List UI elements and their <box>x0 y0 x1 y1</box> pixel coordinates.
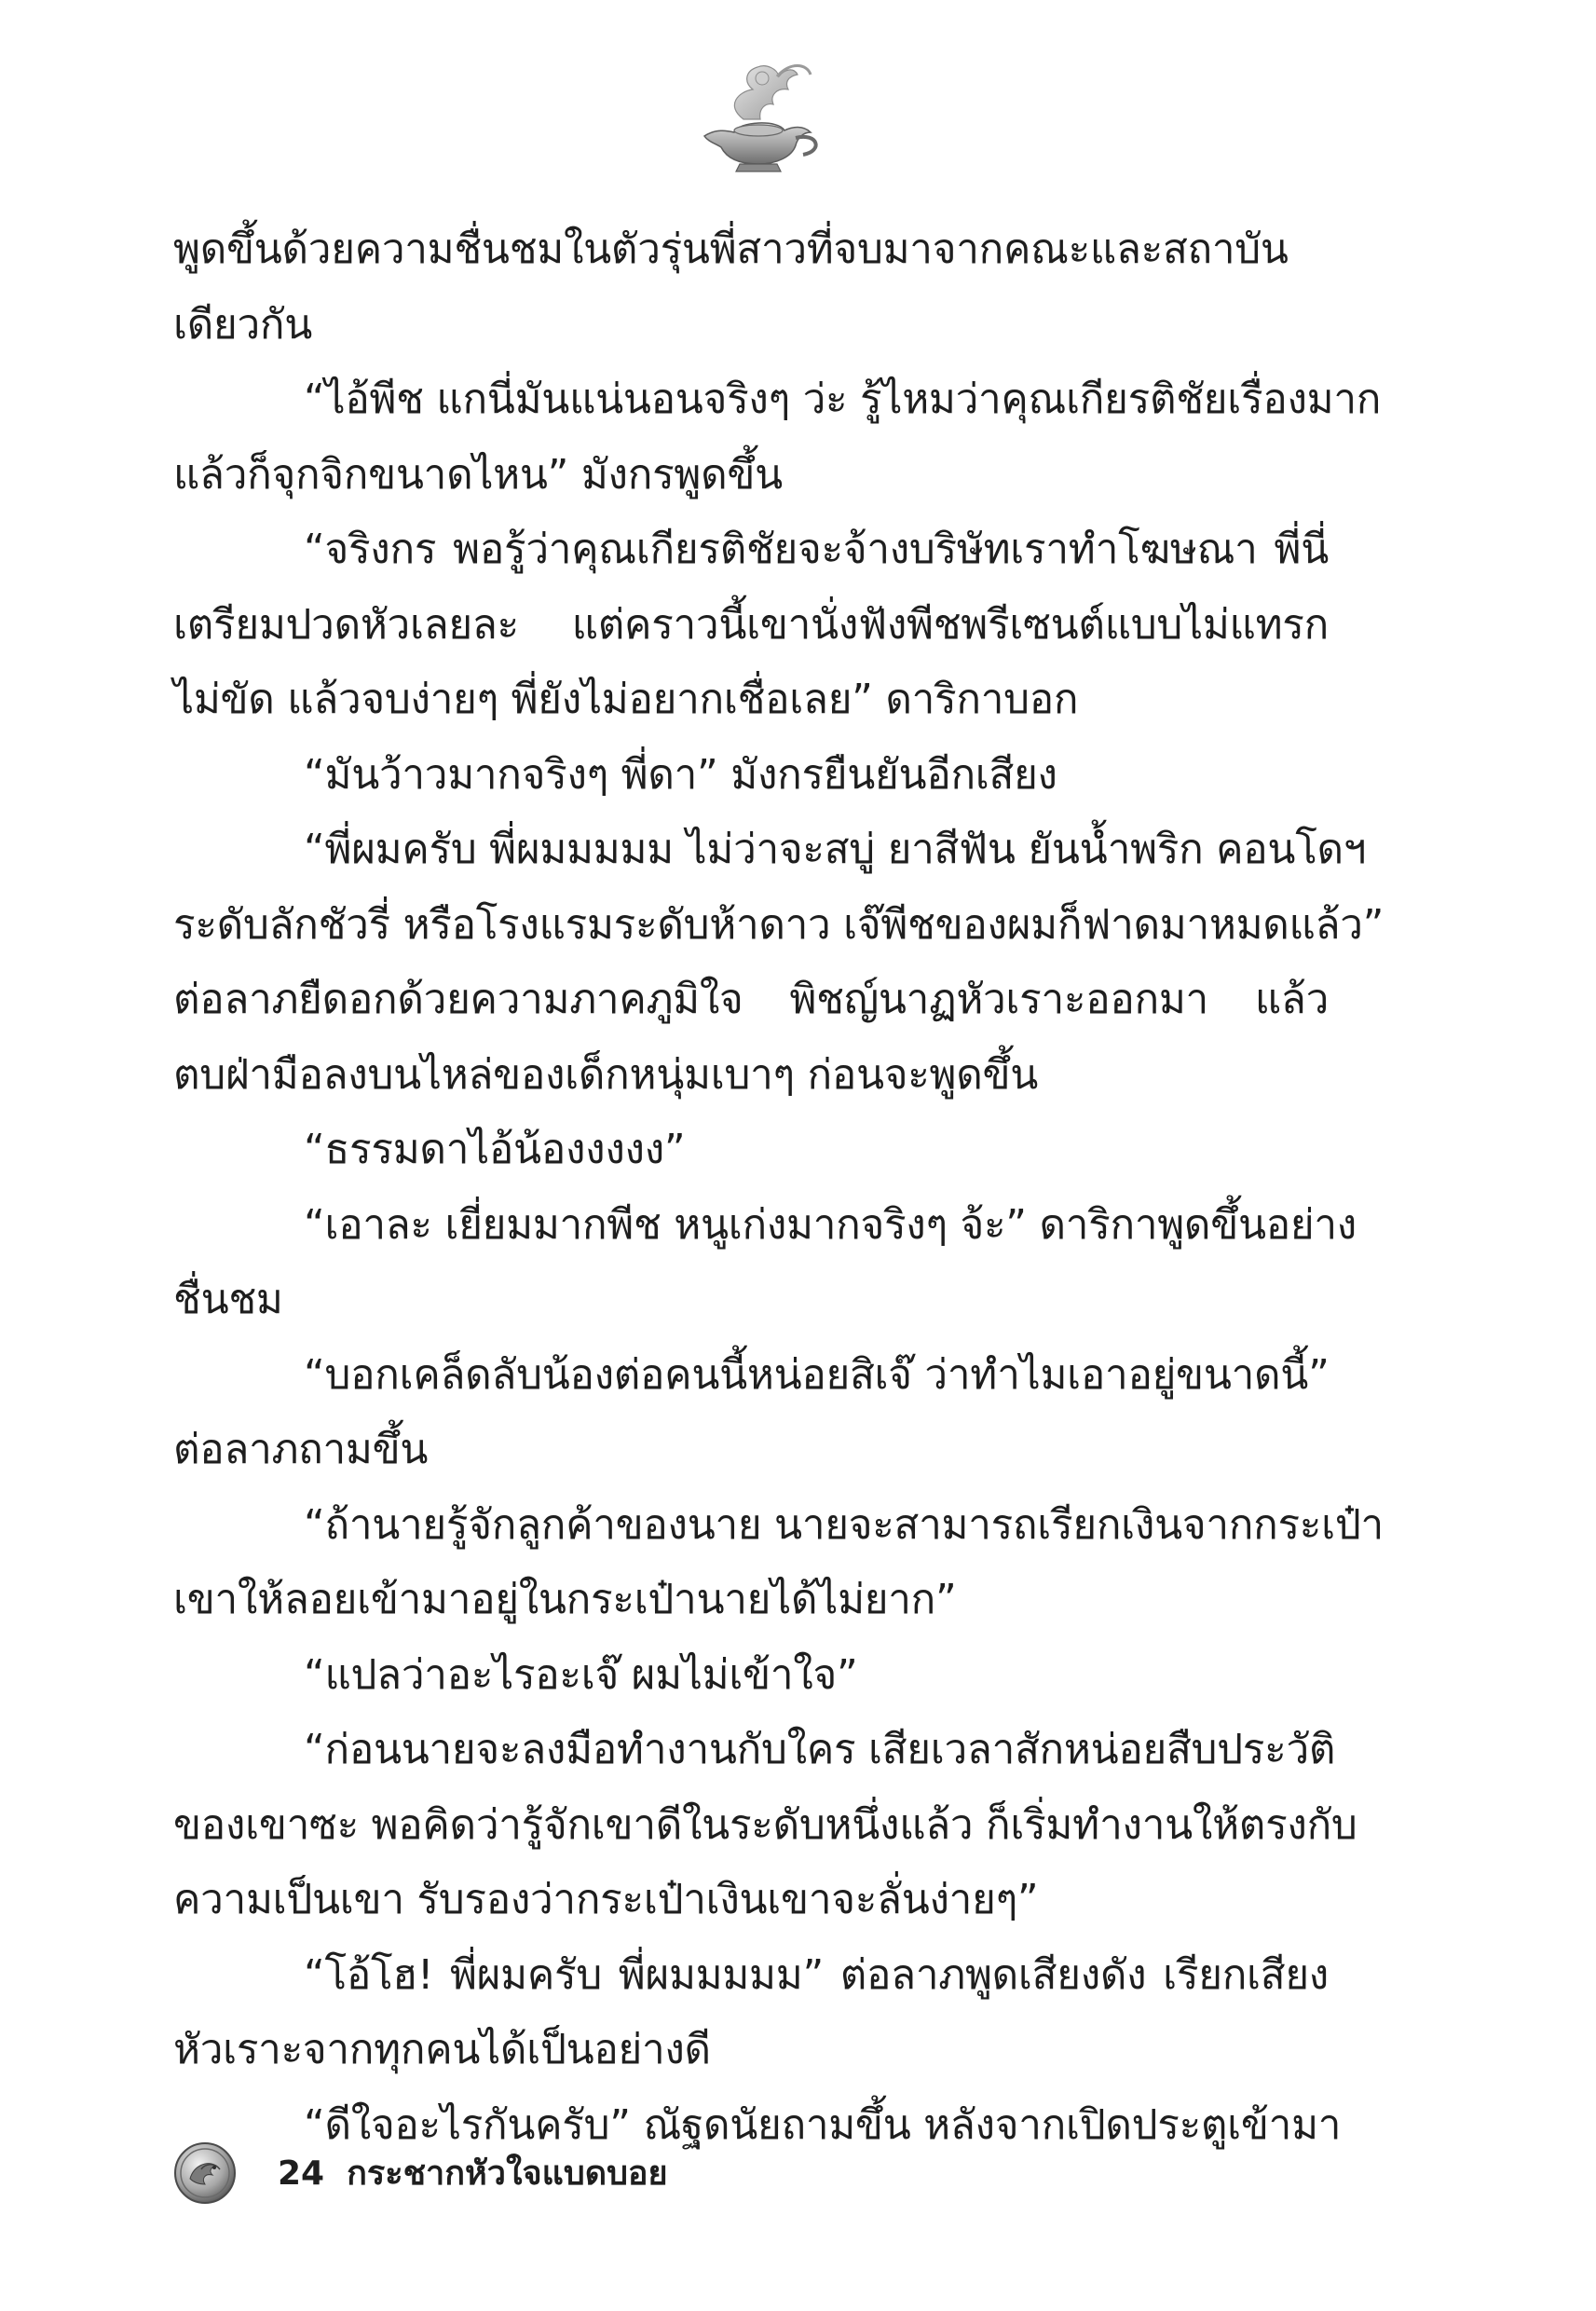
text-line: ความเป็นเขา รับรองว่ากระเป๋าเงินเขาจะลั่นง่ายๆ” <box>173 1876 1039 1923</box>
body-text <box>173 212 1385 2163</box>
text-line: “ไอ้พีช แกนี่มันแน่นอนจริงๆ ว่ะ รู้ไหมว่าคุณเกียรติชัยเรื่องมาก <box>304 376 1382 423</box>
text-line: พูดขึ้นด้วยความชื่นชมในตัวรุ่นพี่สาวที่จบมาจากคณะและสถาบัน <box>173 226 1289 273</box>
text-line: ระดับลักชัวรี่ หรือโรงแรมระดับห้าดาว เจ๊พีชของผมก็ฟาดมาหมดแล้ว” <box>173 900 1385 949</box>
text-line: “ดีใจอะไรกันครับ” ณัฐดนัยถามขึ้น หลังจากเปิดประตูเข้ามา <box>304 2100 1342 2149</box>
text-line: “จริงกร พอรู้ว่าคุณเกียรติชัยจะจ้างบริษัทเราทำโฆษณา พี่นี่ <box>304 526 1329 573</box>
text-line: เดียวกัน <box>173 300 313 349</box>
text-line: “ธรรมดาไอ้น้องงงงง” <box>304 1126 686 1173</box>
text-line: ชื่นชม <box>173 1276 283 1323</box>
text-line: ต่อลาภยืดอกด้วยความภาคภูมิใจ พิชญ์นาฏหัวเราะออกมา แล้ว <box>173 976 1329 1023</box>
page-number: 24 <box>278 2154 325 2193</box>
text-line: “โอ้โฮ! พี่ผมครับ พี่ผมมมมม” ต่อลาภพูดเสียงดัง เรียกเสียง <box>304 1950 1329 1999</box>
footer-caption <box>278 2151 690 2197</box>
text-line: “ถ้านายรู้จักลูกค้าของนาย นายจะสามารถเรียกเงินจากกระเป๋า <box>304 1500 1384 1549</box>
text-line: หัวเราะจากทุกคนได้เป็นอย่างดี <box>173 2026 711 2073</box>
page-footer <box>173 2141 1012 2207</box>
genie-lamp-icon <box>688 54 827 175</box>
book-title: กระชากหัวใจแบดบอย <box>347 2154 668 2193</box>
dragon-coin-icon <box>173 2141 237 2205</box>
text-line: “เอาละ เยี่ยมมากพีช หนูเก่งมากจริงๆ จ้ะ” ดาริกาพูดขึ้นอย่าง <box>304 1200 1357 1249</box>
text-line: ตบฝ่ามือลงบนไหล่ของเด็กหนุ่มเบาๆ ก่อนจะพูดขึ้น <box>173 1050 1039 1099</box>
text-line: เขาให้ลอยเข้ามาอยู่ในกระเป๋านายได้ไม่ยาก” <box>173 1576 957 1623</box>
text-line: ไม่ขัด แล้วจบง่ายๆ พี่ยังไม่อยากเชื่อเลย” ดาริกาบอก <box>173 676 1079 723</box>
text-line: “ก่อนนายจะลงมือทำงานกับใคร เสียเวลาสักหน่อยสืบประวัติ <box>304 1726 1336 1773</box>
text-line: แล้วก็จุกจิกขนาดไหน” มังกรพูดขึ้น <box>173 450 783 499</box>
text-line: “พี่ผมครับ พี่ผมมมมม ไม่ว่าจะสบู่ ยาสีฟัน ยันน้ำพริก คอนโดฯ <box>304 826 1367 873</box>
text-line: “บอกเคล็ดลับน้องต่อคนนี้หน่อยสิเจ๊ ว่าทำไมเอาอยู่ขนาดนี้” <box>304 1350 1330 1399</box>
text-line: เตรียมปวดหัวเลยละ แต่คราวนี้เขานั่งฟังพีชพรีเซนต์แบบไม่แทรก <box>173 600 1329 649</box>
text-line: ของเขาซะ พอคิดว่ารู้จักเขาดีในระดับหนึ่งแล้ว ก็เริ่มทำงานให้ตรงกับ <box>173 1800 1357 1849</box>
text-line: “มันว้าวมากจริงๆ พี่ดา” มังกรยืนยันอีกเสียง <box>304 750 1057 799</box>
text-line: ต่อลาภถามขึ้น <box>173 1426 429 1473</box>
text-line: “แปลว่าอะไรอะเจ๊ ผมไม่เข้าใจ” <box>304 1650 858 1699</box>
